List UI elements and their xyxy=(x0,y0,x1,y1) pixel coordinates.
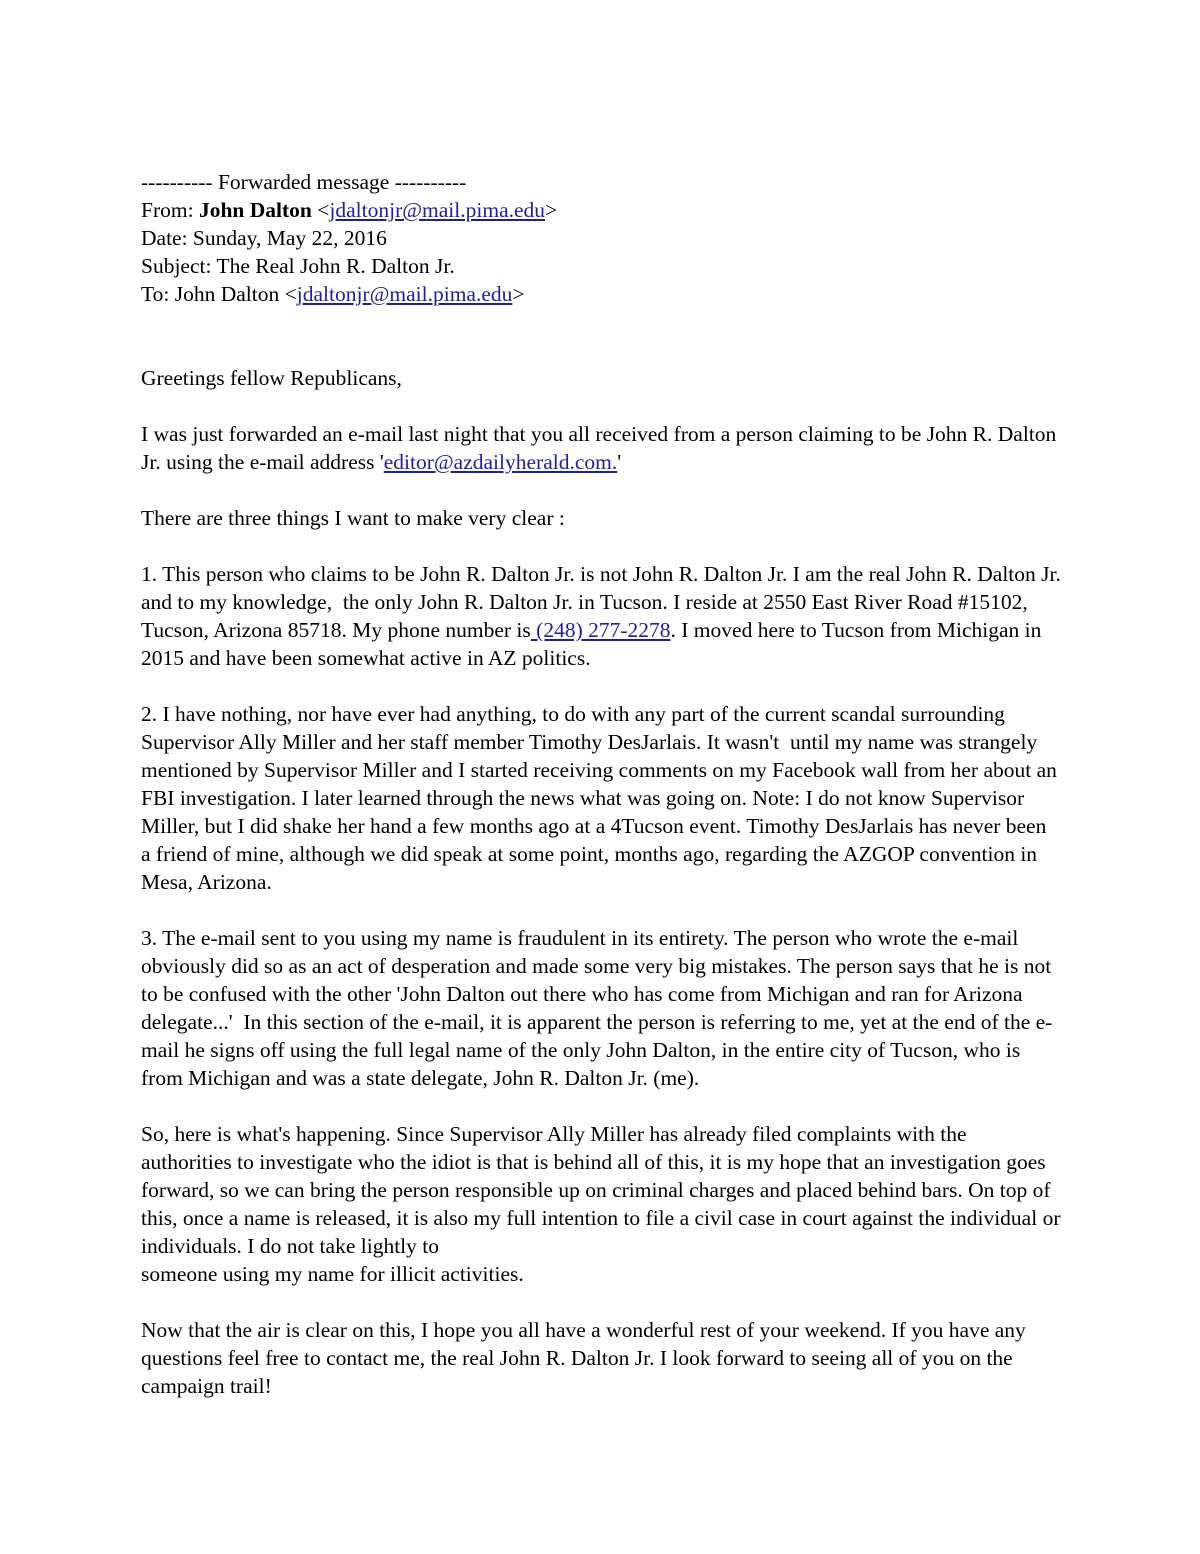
from-line xyxy=(141,196,1061,224)
salutation: Greetings fellow Republicans, xyxy=(141,366,402,390)
from-open-bracket: < xyxy=(311,198,330,222)
to-email-link[interactable]: jdaltonjr@mail.pima.edu xyxy=(296,282,513,306)
header-body-spacer xyxy=(141,308,1061,364)
closing-paragraph-part-one: So, here is what's happening. Since Supervisor Ally Miller has already filed complaints with the authorities to investigate who the idiot is that is behind all of this, it is my hope that an investigation goes forward, so we can bring the person responsible up on criminal charges and placed behind bars. On top of this, once a name is released, it is also my full intention to file a civil case in court against the individual or individuals. I do not take lightly to xyxy=(141,1122,1066,1258)
three-things-line: There are three things I want to make very clear : xyxy=(141,506,565,530)
spacer xyxy=(141,532,1061,560)
from-label: From: xyxy=(141,198,199,222)
spacer xyxy=(141,392,1061,420)
point-one-text-before-phone: 1. This person who claims to be John R. Dalton Jr. is not John R. Dalton Jr. I am the real John R. Dalton Jr. and to my knowledge, the only John R. Dalton Jr. in Tucson. I reside at 2550 East River Road #15102, Tucson, Arizona 85718. My phone number is xyxy=(141,562,1067,642)
date-line: Date: Sunday, May 22, 2016 xyxy=(141,226,387,250)
from-sender-name: John Dalton xyxy=(198,198,312,222)
spacer xyxy=(141,1092,1061,1120)
forwarded-message-separator: ---------- Forwarded message ---------- xyxy=(141,170,467,194)
spacer xyxy=(141,476,1061,504)
document-body xyxy=(141,168,1067,1400)
point-two-paragraph: 2. I have nothing, nor have ever had anything, to do with any part of the current scandal surrounding Supervisor Ally Miller and her staff member Timothy DesJarlais. It wasn't until my name was strangely mentioned by Supervisor Miller and I started receiving comments on my Facebook wall from her about an FBI investigation. I later learned through the news what was going on. Note: I do not know Supervisor Miller, but I did shake her hand a few months ago at a 4Tucson event. Timothy DesJarlais has never been a friend of mine, although we did speak at some point, months ago, regarding the AZGOP convention in Mesa, Arizona. xyxy=(141,702,1063,894)
closing-paragraph xyxy=(141,1120,1066,1288)
closing-paragraph-part-two: someone using my name for illicit activities. xyxy=(141,1262,524,1286)
final-paragraph: Now that the air is clear on this, I hope you all have a wonderful rest of your weekend. If you have any questions feel free to contact me, the real John R. Dalton Jr. I look forward to seeing all of you on the campaign trail! xyxy=(141,1318,1032,1398)
phone-number-link[interactable]: (248) 277-2278 xyxy=(530,618,671,642)
point-three-paragraph: 3. The e-mail sent to you using my name is fraudulent in its entirety. The person who wrote the e-mail obviously did so as an act of desperation and made some very big mistakes. The person says that he is not to be confused with the other 'John Dalton out there who has come from Michigan and ran for Arizona delegate...' In this section of the e-mail, it is apparent the person is referring to me, yet at the end of the e-mail he signs off using the full legal name of the only John Dalton, in the entire city of Tucson, who is from Michigan and was a state delegate, John R. Dalton Jr. (me). xyxy=(141,926,1057,1090)
spacer xyxy=(141,672,1061,700)
email-header-block xyxy=(141,168,1061,308)
subject-line: Subject: The Real John R. Dalton Jr. xyxy=(141,254,455,278)
from-close-bracket: > xyxy=(545,198,558,222)
point-one-text-after-phone: . I moved here to Tucson from Michigan in 2015 and have been somewhat active in AZ politics. xyxy=(141,618,1047,670)
intro-text-before-link: I was just forwarded an e-mail last night that you all received from a person claiming to be John R. Dalton Jr. using the e-mail address ' xyxy=(141,422,1062,474)
from-email-link[interactable]: jdaltonjr@mail.pima.edu xyxy=(329,198,546,222)
spacer xyxy=(141,1288,1061,1316)
intro-paragraph xyxy=(141,420,1061,476)
to-line xyxy=(141,280,1061,308)
point-one-paragraph xyxy=(141,560,1067,672)
spacer xyxy=(141,896,1061,924)
to-label: To: John Dalton < xyxy=(141,282,297,306)
intro-text-after-link: ' xyxy=(617,450,622,474)
editor-email-link[interactable]: editor@azdailyherald.com. xyxy=(383,450,618,474)
to-close-bracket: > xyxy=(512,282,525,306)
